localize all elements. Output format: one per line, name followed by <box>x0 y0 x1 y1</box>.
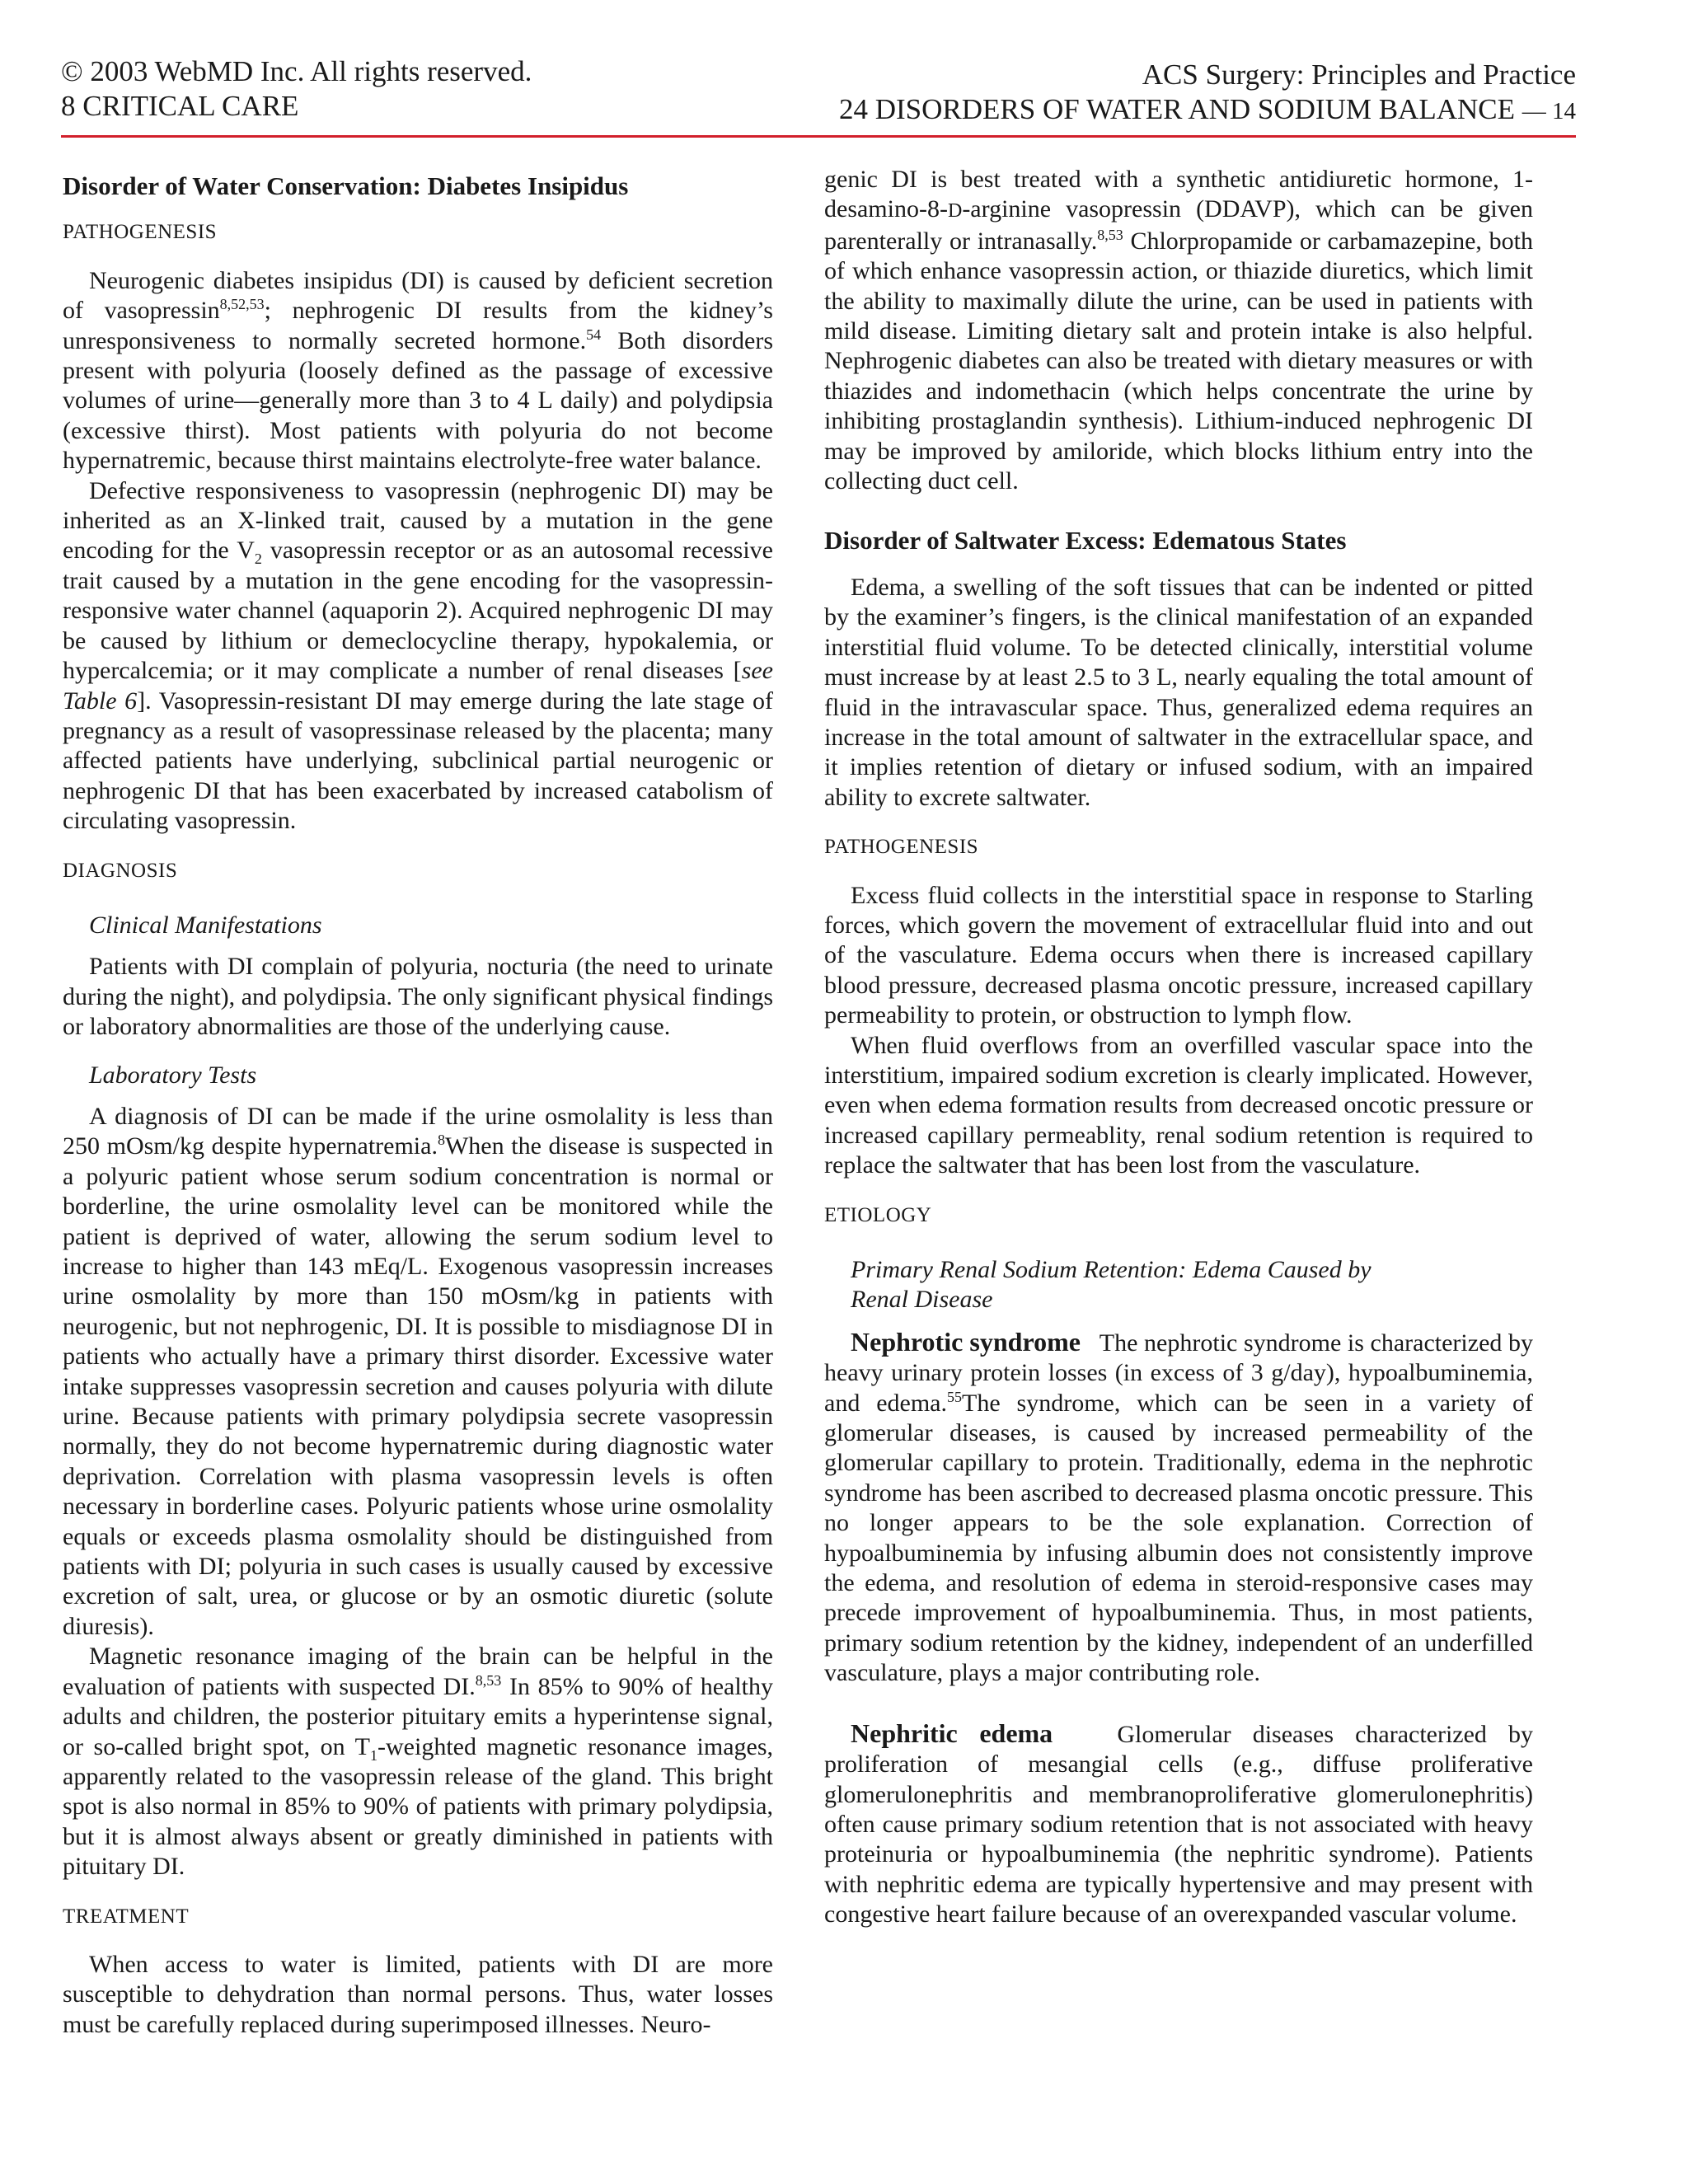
paragraph: Edema, a swelling of the soft tissues that can be indented or pitted by the examiner’s fingers, is the clinical manifestation of an expanded interstitial fluid volume. To be detected clinically, interstitial volume must increase by at least 2.5 to 3 L, nearly equaling the total amount of fluid in the intravascular space. Thus, generalized edema requires an increase in the total amount of saltwater in the extracellular space, and it implies retention of dietary or infused sodium, with an impaired ability to excrete saltwater. <box>824 573 1533 811</box>
page-number: — 14 <box>1522 98 1576 124</box>
subscript: 2 <box>254 551 262 568</box>
subsection-label-treatment: TREATMENT <box>63 1905 190 1928</box>
chapter-line <box>839 92 1576 129</box>
paragraph: Nephritic edema Glomerular diseases characterized by proliferation of mesangial cells (e.g., diffuse proliferative glomerulonephritis and membranoproliferative glomerulonephritis) often cause primary sodium retention that is not associated with heavy proteinuria or hypoalbuminemia (the nephritic syndrome). Patients with nephritic edema are typically hypertensive and may present with congestive heart failure because of an overexpanded vascular volume. <box>824 1718 1533 1929</box>
copyright-line: © 2003 WebMD Inc. All rights reserved. <box>61 55 532 87</box>
left-column <box>63 165 773 2040</box>
header-rule <box>61 135 1576 138</box>
paragraph: genic DI is best treated with a synthetic antidiuretic hormone, 1-desamino-8-D-arginine vasopressin (DDAVP), which can be given parenterally or intranasally.$^{8,53}$ Chlorpropamide or carbamazepine, both of which enhance vasopressin action, or thiazide diuretics, which limit the ability to maximally dilute the urine, can be used in patients with mild disease. Limiting dietary salt and protein intake is also helpful. Nephrogenic diabetes can also be treated with dietary measures or with thiazides and indomethacin (which helps concentrate the urine by inhibiting prostaglandin synthesis). Lithium-induced nephrogenic DI may be improved by amiloride, which blocks lithium entry into the collecting duct cell. <box>824 166 1533 495</box>
runin-heading-nephrotic-syndrome: Nephrotic syndrome <box>851 1326 1081 1357</box>
paragraph: Magnetic resonance imaging of the brain can be helpful in the evaluation of patients with suspected DI.$^{8,53}$ In 85% to 90% of healthy adults and children, the posterior pituitary emits a hyperintense signal, or so-called bright spot, on $T_1$-weighted magnetic resonance images, apparently related to the vasopressin release of the gland. This bright spot is also normal in 85% to 90% of patients with primary polydipsia, but it is almost always absent or greatly diminished in patients with pituitary DI. <box>63 1643 773 1881</box>
reference-superscript: 8,53 <box>1097 226 1123 243</box>
paragraph: Excess fluid collects in the interstitial space in response to Starling forces, which govern the movement of extracellular fluid into and out of the vasculature. Edema occurs when there is increased capillary blood pressure, decreased plasma oncotic pressure, increased capillary permeability to protein, or obstruction to lymph flow. <box>824 881 1533 1029</box>
paragraph: Patients with DI complain of polyuria, nocturia (the need to urinate during the night), and polydipsia. The only significant physical findings or laboratory abnormalities are those of the underlying cause. <box>63 953 773 1041</box>
paragraph: When access to water is limited, patients with DI are more susceptible to dehydration than normal persons. Thus, water losses must be carefully replaced during superimposed illnesses. Neuro- <box>63 1950 773 2038</box>
reference-superscript: 8,52,53 <box>219 296 265 313</box>
reference-superscript: 8 <box>437 1132 445 1149</box>
section-heading-diabetes-insipidus: Disorder of Water Conservation: Diabetes Insipidus <box>63 171 629 200</box>
book-title: ACS Surgery: Principles and Practice <box>1142 59 1576 91</box>
paragraph: Defective responsiveness to vasopressin (nephrogenic DI) may be inherited as an X-linked trait, caused by a mutation in the gene encoding for the $V_2$ vasopressin receptor or as an autosomal recessive trait caused by a mutation in the gene encoding for the vasopressin-responsive water channel (aquaporin 2). Acquired nephrogenic DI may be caused by lithium or demeclocycline therapy, hypokalemia, or hypercalcemia; or it may complicate a number of renal diseases [see Table 6]. Vasopressin-resistant DI may emerge during the late stage of pregnancy as a result of vasopressinase released by the placenta; many affected patients have underlying, subclinical partial neurogenic or nephrogenic DI that has been exacerbated by increased catabolism of circulating vasopressin. <box>63 476 773 835</box>
subsection-label-pathogenesis: PATHOGENESIS <box>824 836 979 859</box>
section-label: 8 CRITICAL CARE <box>61 90 299 122</box>
paragraph: When fluid overflows from an overfilled vascular space into the interstitium, impaired sodium excretion is clearly implicated. However, even when edema formation results from decreased oncotic pressure or increased capillary permeablity, renal sodium retention is required to replace the saltwater that has been lost from the vasculature. <box>824 1031 1533 1179</box>
reference-superscript: 55 <box>947 1388 962 1405</box>
running-header-right <box>839 58 1576 129</box>
running-header-left <box>61 54 532 124</box>
subsection-label-etiology: ETIOLOGY <box>824 1203 932 1226</box>
subheading-clinical-manifestations: Clinical Manifestations <box>89 911 322 939</box>
paragraph: A diagnosis of DI can be made if the urine osmolality is less than 250 mOsm/kg despite hypernatremia.$^8$When the disease is suspected in a polyuric patient whose serum sodium concentration is normal or borderline, the urine osmolality level can be monitored while the patient is deprived of water, allowing the serum sodium level to increase to higher than 143 mEq/L. Exogenous vasopressin increases urine osmolality by more than 150 mOsm/kg in patients with neurogenic, but not nephrogenic, DI. It is possible to misdiagnose DI in patients who actually have a primary thirst disorder. Excessive water intake suppresses vasopressin secretion and causes polyuria with dilute urine. Because patients with primary polydipsia secrete vasopressin normally, they do not become hypernatremic during diagnostic water deprivation. Correlation with plasma vasopressin levels is often necessary in borderline cases. Polyuric patients whose urine osmolality equals or exceeds plasma osmolality should be distinguished from patients with DI; polyuria in such cases is usually caused by excessive excretion of salt, urea, or glucose or by an osmotic diuretic (solute diuresis). <box>63 1102 774 1640</box>
runin-heading-nephritic-edema: Nephritic edema <box>851 1718 1053 1748</box>
paragraph: Neurogenic diabetes insipidus (DI) is caused by deficient secretion of vasopressin$^{8,52,53}$; nephrogenic DI results from the kidney’s unresponsiveness to normally secreted hormone.$^{54}$ Both disorders present with polyuria (loosely defined as the passage of excessive volumes of urine—generally more than 3 to 4 L daily) and polydipsia (excessive thirst). Most patients with polyuria do not become hypernatremic, because thirst maintains electrolyte-free water balance. <box>63 266 773 475</box>
section-heading-edematous-states: Disorder of Saltwater Excess: Edematous States <box>824 526 1347 555</box>
subheading-primary-renal-sodium-retention: Primary Renal Sodium Retention: Edema Caused by Renal Disease <box>851 1256 1372 1314</box>
reference-superscript: 8,53 <box>475 1671 502 1689</box>
chapter-title: 24 DISORDERS OF WATER AND SODIUM BALANCE <box>839 93 1515 125</box>
paragraph: Nephrotic syndrome The nephrotic syndrome is characterized by heavy urinary protein losses (in excess of 3 g/day), hypoalbuminemia, and edema.$^{55}$The syndrome, which can be seen in a variety of glomerular diseases, is caused by increased permeability of the glomerular capillary to protein. Traditionally, edema in the nephrotic syndrome has been ascribed to decreased plasma oncotic pressure. This no longer appears to be the sole explanation. Correction of hypoalbuminemia by infusing albumin does not consistently improve the edema, and resolution of edema in steroid-responsive cases may precede improvement of hypoalbuminemia. Thus, in most patients, primary sodium retention by the kidney, independent of an underfilled vasculature, plays a major contributing role. <box>824 1326 1534 1687</box>
table-reference: see Table 6 <box>63 657 773 715</box>
right-column <box>824 165 1533 1930</box>
subheading-laboratory-tests: Laboratory Tests <box>89 1061 257 1089</box>
subscript: 1 <box>370 1746 378 1764</box>
subsection-label-pathogenesis: PATHOGENESIS <box>63 221 218 244</box>
reference-superscript: 54 <box>586 326 602 343</box>
subsection-label-diagnosis: DIAGNOSIS <box>63 859 178 882</box>
